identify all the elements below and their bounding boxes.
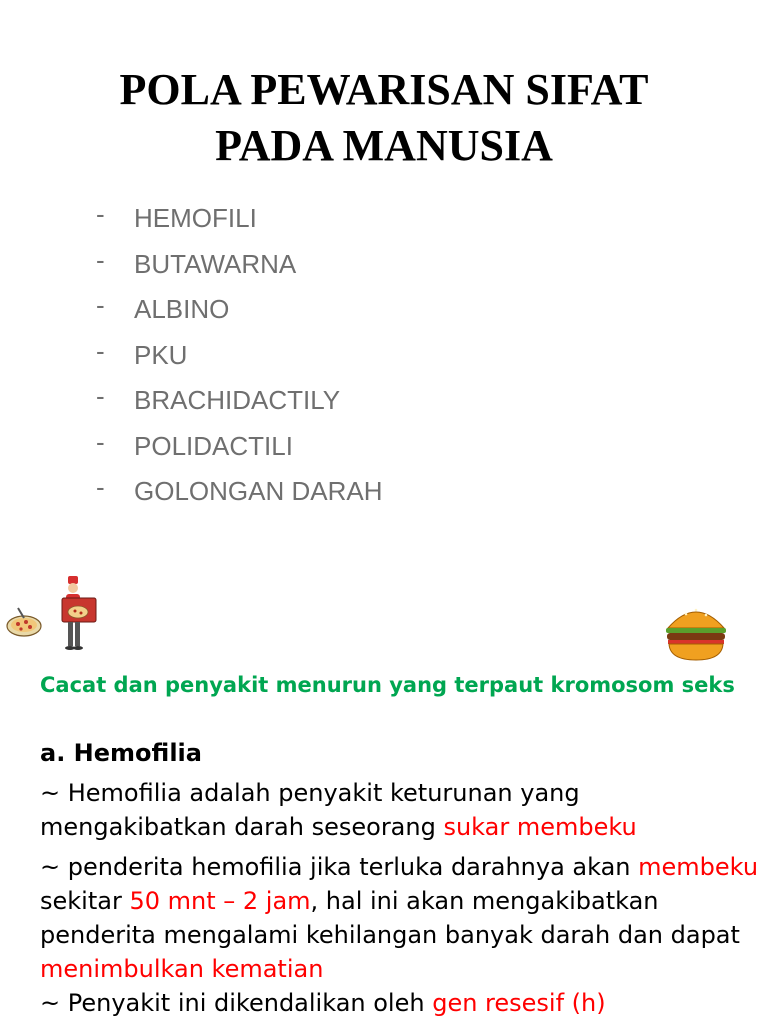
text-run: ~ penderita hemofilia jika terluka darahnya akan [40, 853, 639, 881]
highlight-text: 50 mnt – 2 jam [129, 887, 311, 915]
text-run: ~ Hemofilia adalah penyakit keturunan yang mengakibatkan darah seseorang [40, 779, 580, 841]
burger-icon [664, 598, 728, 664]
highlight-text: menimbulkan kematian [40, 955, 324, 983]
bullet-dash: - [96, 426, 105, 457]
title-line-1: POLA PEWARISAN SIFAT [119, 65, 649, 114]
list-item-label: GOLONGAN DARAH [134, 476, 383, 506]
slide-2 [0, 560, 768, 1024]
bullet-dash: - [96, 290, 105, 320]
paragraph-definition [40, 776, 760, 844]
list-item-label: ALBINO [134, 294, 230, 324]
bullet-dash: - [96, 244, 105, 275]
bullet-dash: - [96, 472, 105, 502]
highlight-text: membeku [638, 853, 759, 881]
text-run: , hal ini akan mengakibatkan penderita mengalami kehilangan banyak darah dan dapat [40, 887, 740, 949]
highlight-text: sukar membeku [443, 813, 637, 841]
list-item-label: PKU [134, 339, 188, 370]
text-run: ~ Penyakit ini dikendalikan oleh [40, 989, 433, 1017]
list-item-label: POLIDACTILI [134, 430, 293, 461]
paragraph-gene [40, 986, 760, 1020]
list-item-label: HEMOFILI [134, 203, 257, 233]
highlight-text: gen resesif (h) [432, 989, 606, 1017]
section-subtitle: Cacat dan penyakit menurun yang terpaut kromosom seks [40, 673, 735, 697]
list-item-label: BRACHIDACTILY [134, 385, 341, 415]
slide-title [0, 62, 768, 174]
text-run: sekitar [40, 887, 130, 915]
bullet-dash: - [96, 381, 105, 411]
list-item-label: BUTAWARNA [134, 248, 297, 279]
paragraph-symptoms [40, 850, 760, 986]
bullet-dash: - [96, 199, 105, 229]
section-heading: a. Hemofilia [40, 739, 202, 767]
pizza-chef-icon [4, 574, 104, 664]
title-line-2: PADA MANUSIA [215, 121, 553, 170]
bullet-dash: - [96, 335, 105, 366]
